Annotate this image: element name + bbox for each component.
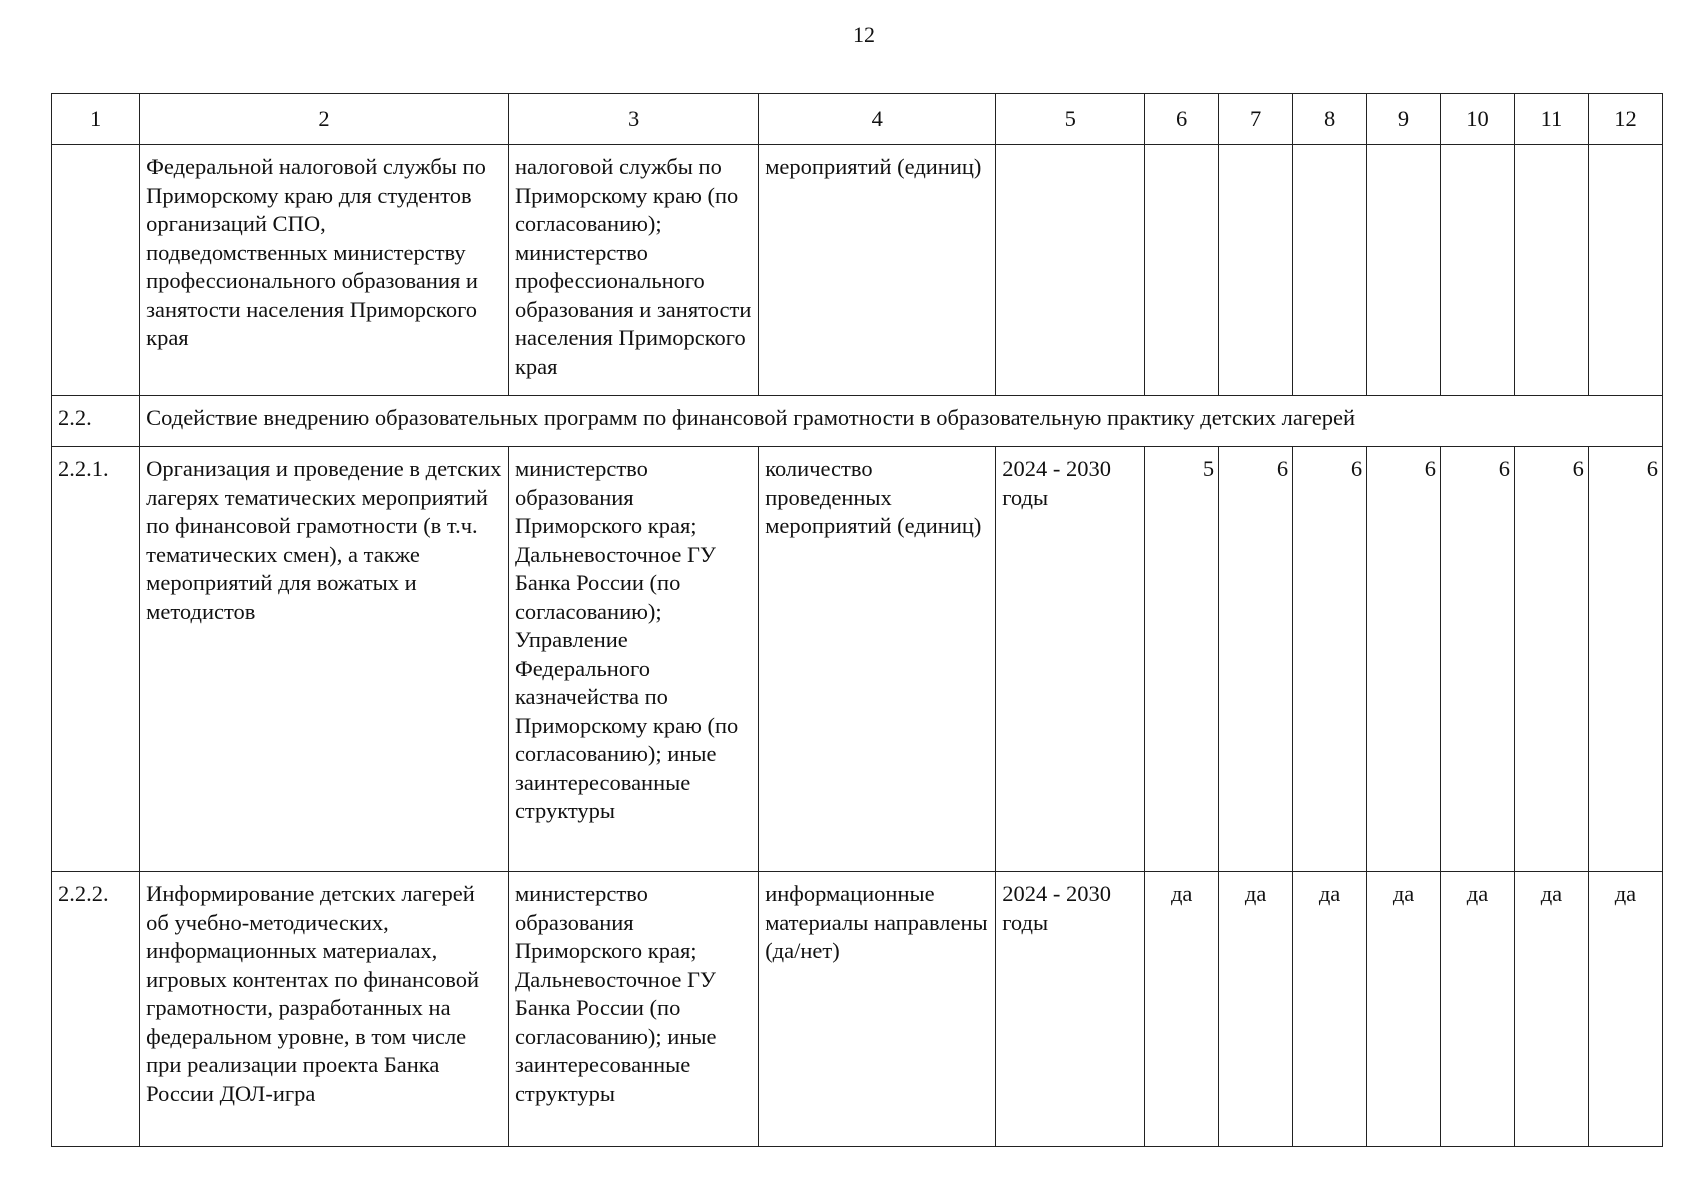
header-cell: 6 — [1145, 94, 1219, 145]
value-cell: да — [1219, 872, 1293, 1147]
value-cell: 6 — [1219, 447, 1293, 872]
value-cell: да — [1514, 872, 1588, 1147]
section-number: 2.2. — [52, 396, 140, 447]
value-cell: да — [1145, 872, 1219, 1147]
header-cell: 11 — [1514, 94, 1588, 145]
value-cell: 6 — [1441, 447, 1515, 872]
period-cell: 2024 - 2030 годы — [996, 447, 1145, 872]
value-cell: да — [1367, 872, 1441, 1147]
header-cell: 9 — [1367, 94, 1441, 145]
value-cell — [1293, 145, 1367, 396]
value-cell — [1145, 145, 1219, 396]
header-cell: 1 — [52, 94, 140, 145]
header-cell: 2 — [140, 94, 509, 145]
plan-table — [51, 93, 1663, 1147]
value-cell: 6 — [1293, 447, 1367, 872]
table-row — [52, 145, 1663, 396]
value-cell: 5 — [1145, 447, 1219, 872]
indicator-cell: информационные материалы направлены (да/нет) — [759, 872, 996, 1147]
header-cell: 4 — [759, 94, 996, 145]
row-number-cell: 2.2.1. — [52, 447, 140, 872]
value-cell — [1441, 145, 1515, 396]
header-cell: 12 — [1588, 94, 1662, 145]
event-cell: Организация и проведение в детских лагерях тематических мероприятий по финансовой грамотности (в т.ч. тематических смен), а также мероприятий для вожатых и методистов — [140, 447, 509, 872]
table-row — [52, 872, 1663, 1147]
value-cell: да — [1293, 872, 1367, 1147]
value-cell: да — [1441, 872, 1515, 1147]
section-title: Содействие внедрению образовательных программ по финансовой грамотности в образовательную практику детских лагерей — [140, 396, 1663, 447]
page-number: 12 — [853, 22, 875, 47]
value-cell: 6 — [1367, 447, 1441, 872]
indicator-cell: мероприятий (единиц) — [759, 145, 996, 396]
header-cell: 5 — [996, 94, 1145, 145]
event-cell: Информирование детских лагерей об учебно-методических, информационных материалах, игровых контентах по финансовой грамотности, разработанных на федеральном уровне, в том числе при реализации проекта Банка России ДОЛ-игра — [140, 872, 509, 1147]
value-cell — [1588, 145, 1662, 396]
header-row — [52, 94, 1663, 145]
header-cell: 10 — [1441, 94, 1515, 145]
header-cell: 8 — [1293, 94, 1367, 145]
period-cell — [996, 145, 1145, 396]
value-cell: 6 — [1514, 447, 1588, 872]
row-number-cell: 2.2.2. — [52, 872, 140, 1147]
section-row — [52, 396, 1663, 447]
responsible-cell: министерство образования Приморского края; Дальневосточное ГУ Банка России (по согласованию); иные заинтересованные структуры — [508, 872, 758, 1147]
table-row — [52, 447, 1663, 872]
row-number-cell — [52, 145, 140, 396]
responsible-cell: министерство образования Приморского края; Дальневосточное ГУ Банка России (по согласованию); Управление Федерального казначейства по Приморскому краю (по согласованию); иные заинтересованные структуры — [508, 447, 758, 872]
value-cell — [1514, 145, 1588, 396]
indicator-cell: количество проведенных мероприятий (единиц) — [759, 447, 996, 872]
value-cell — [1367, 145, 1441, 396]
value-cell: да — [1588, 872, 1662, 1147]
header-cell: 3 — [508, 94, 758, 145]
value-cell: 6 — [1588, 447, 1662, 872]
event-cell: Федеральной налоговой службы по Приморскому краю для студентов организаций СПО, подведомственных министерству профессионального образования и занятости населения Приморского края — [140, 145, 509, 396]
value-cell — [1219, 145, 1293, 396]
header-cell: 7 — [1219, 94, 1293, 145]
responsible-cell: налоговой службы по Приморскому краю (по согласованию); министерство профессионального образования и занятости населения Приморского края — [508, 145, 758, 396]
period-cell: 2024 - 2030 годы — [996, 872, 1145, 1147]
